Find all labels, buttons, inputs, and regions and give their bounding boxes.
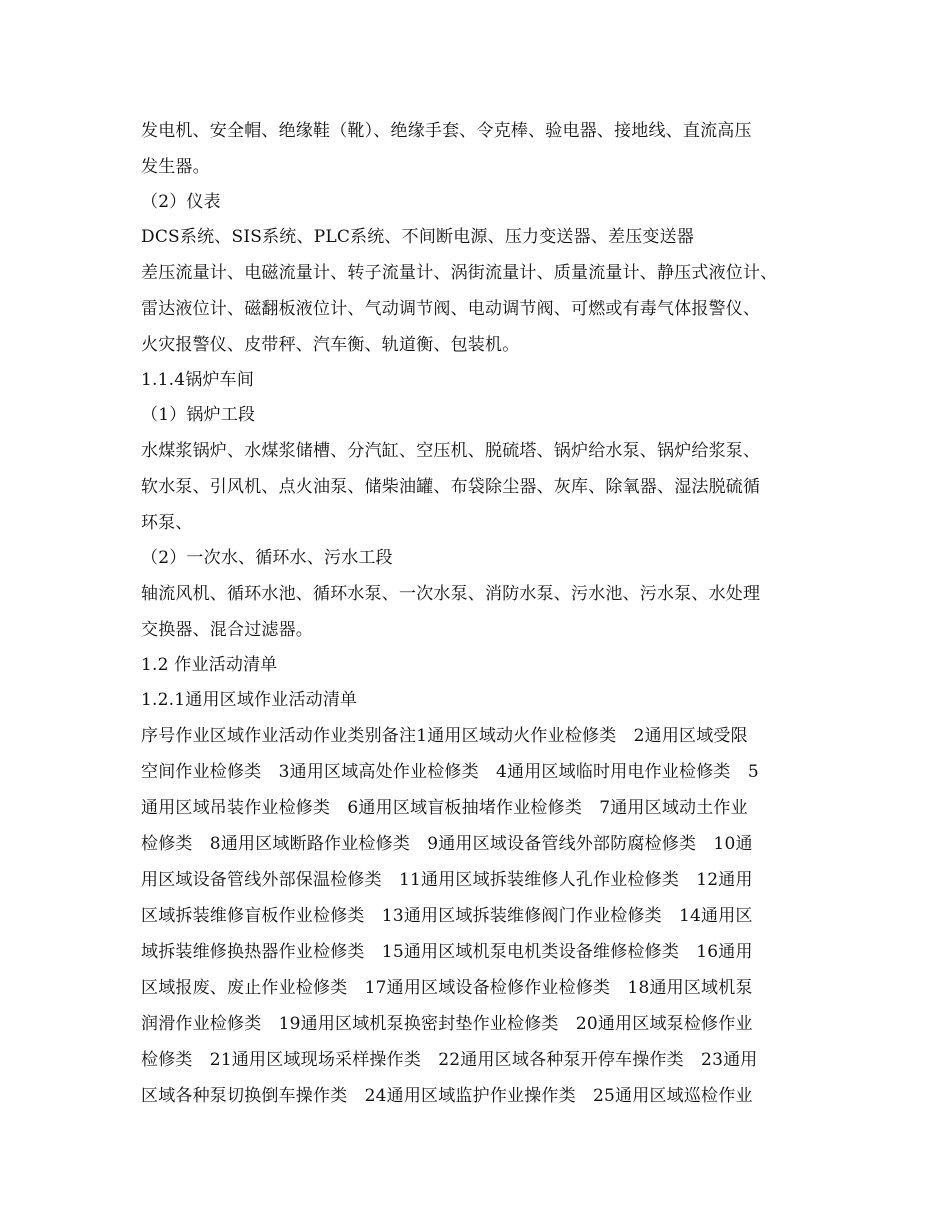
body-line: 区域报废、废止作业检修类 17通用区域设备检修作业检修类 18通用区域机泵 <box>141 978 753 998</box>
body-line: 软水泵、引风机、点火油泵、储柴油罐、布袋除尘器、灰库、除氧器、湿法脱硫循 <box>141 477 761 497</box>
body-line: 火灾报警仪、皮带秤、汽车衡、轨道衡、包装机。 <box>141 335 520 355</box>
body-line: 区域拆装维修盲板作业检修类 13通用区域拆装维修阀门作业检修类 14通用区 <box>141 906 753 926</box>
section-heading: （2）仪表 <box>141 192 221 212</box>
body-line: 区域各种泵切换倒车操作类 24通用区域监护作业操作类 25通用区域巡检作业 <box>141 1086 753 1106</box>
body-line: 检修类 8通用区域断路作业检修类 9通用区域设备管线外部防腐检修类 10通 <box>141 834 753 854</box>
section-heading: （2）一次水、循环水、污水工段 <box>141 548 393 568</box>
body-line: 差压流量计、电磁流量计、转子流量计、涡街流量计、质量流量计、静压式液位计、 <box>141 263 778 283</box>
body-line: DCS系统、SIS系统、PLC系统、不间断电源、压力变送器、差压变送器 <box>141 227 695 247</box>
body-line: 交换器、混合过滤器。 <box>141 620 313 640</box>
body-line: 水煤浆锅炉、水煤浆储槽、分汽缸、空压机、脱硫塔、锅炉给水泵、锅炉给浆泵、 <box>141 441 761 461</box>
section-heading: 1.2 作业活动清单 <box>141 655 278 675</box>
body-line: 雷达液位计、磁翻板液位计、气动调节阀、电动调节阀、可燃或有毒气体报警仪、 <box>141 299 761 319</box>
body-line: 用区域设备管线外部保温检修类 11通用区域拆装维修人孔作业检修类 12通用 <box>141 870 753 890</box>
body-line: 通用区域吊装作业检修类 6通用区域盲板抽堵作业检修类 7通用区域动土作业 <box>141 798 748 818</box>
body-line: 空间作业检修类 3通用区域高处作业检修类 4通用区域临时用电作业检修类 5 <box>141 762 759 782</box>
body-line: 序号作业区域作业活动作业类别备注1通用区域动火作业检修类 2通用区域受限 <box>141 726 748 746</box>
body-line: 发电机、安全帽、绝缘鞋（靴）、绝缘手套、令克棒、验电器、接地线、直流高压 <box>141 121 752 141</box>
section-heading: 1.2.1通用区域作业活动清单 <box>141 690 358 710</box>
section-heading: （1）锅炉工段 <box>141 405 256 425</box>
body-line: 发生器。 <box>141 157 210 177</box>
body-line: 润滑作业检修类 19通用区域机泵换密封垫作业检修类 20通用区域泵检修作业 <box>141 1014 753 1034</box>
body-line: 轴流风机、循环水池、循环水泵、一次水泵、消防水泵、污水池、污水泵、水处理 <box>141 584 761 604</box>
body-line: 环泵、 <box>141 513 193 533</box>
body-line: 域拆装维修换热器作业检修类 15通用区域机泵电机类设备维修检修类 16通用 <box>141 942 753 962</box>
document-body <box>141 113 821 1114</box>
body-line: 检修类 21通用区域现场采样操作类 22通用区域各种泵开停车操作类 23通用 <box>141 1050 758 1070</box>
section-heading: 1.1.4锅炉车间 <box>141 370 255 390</box>
